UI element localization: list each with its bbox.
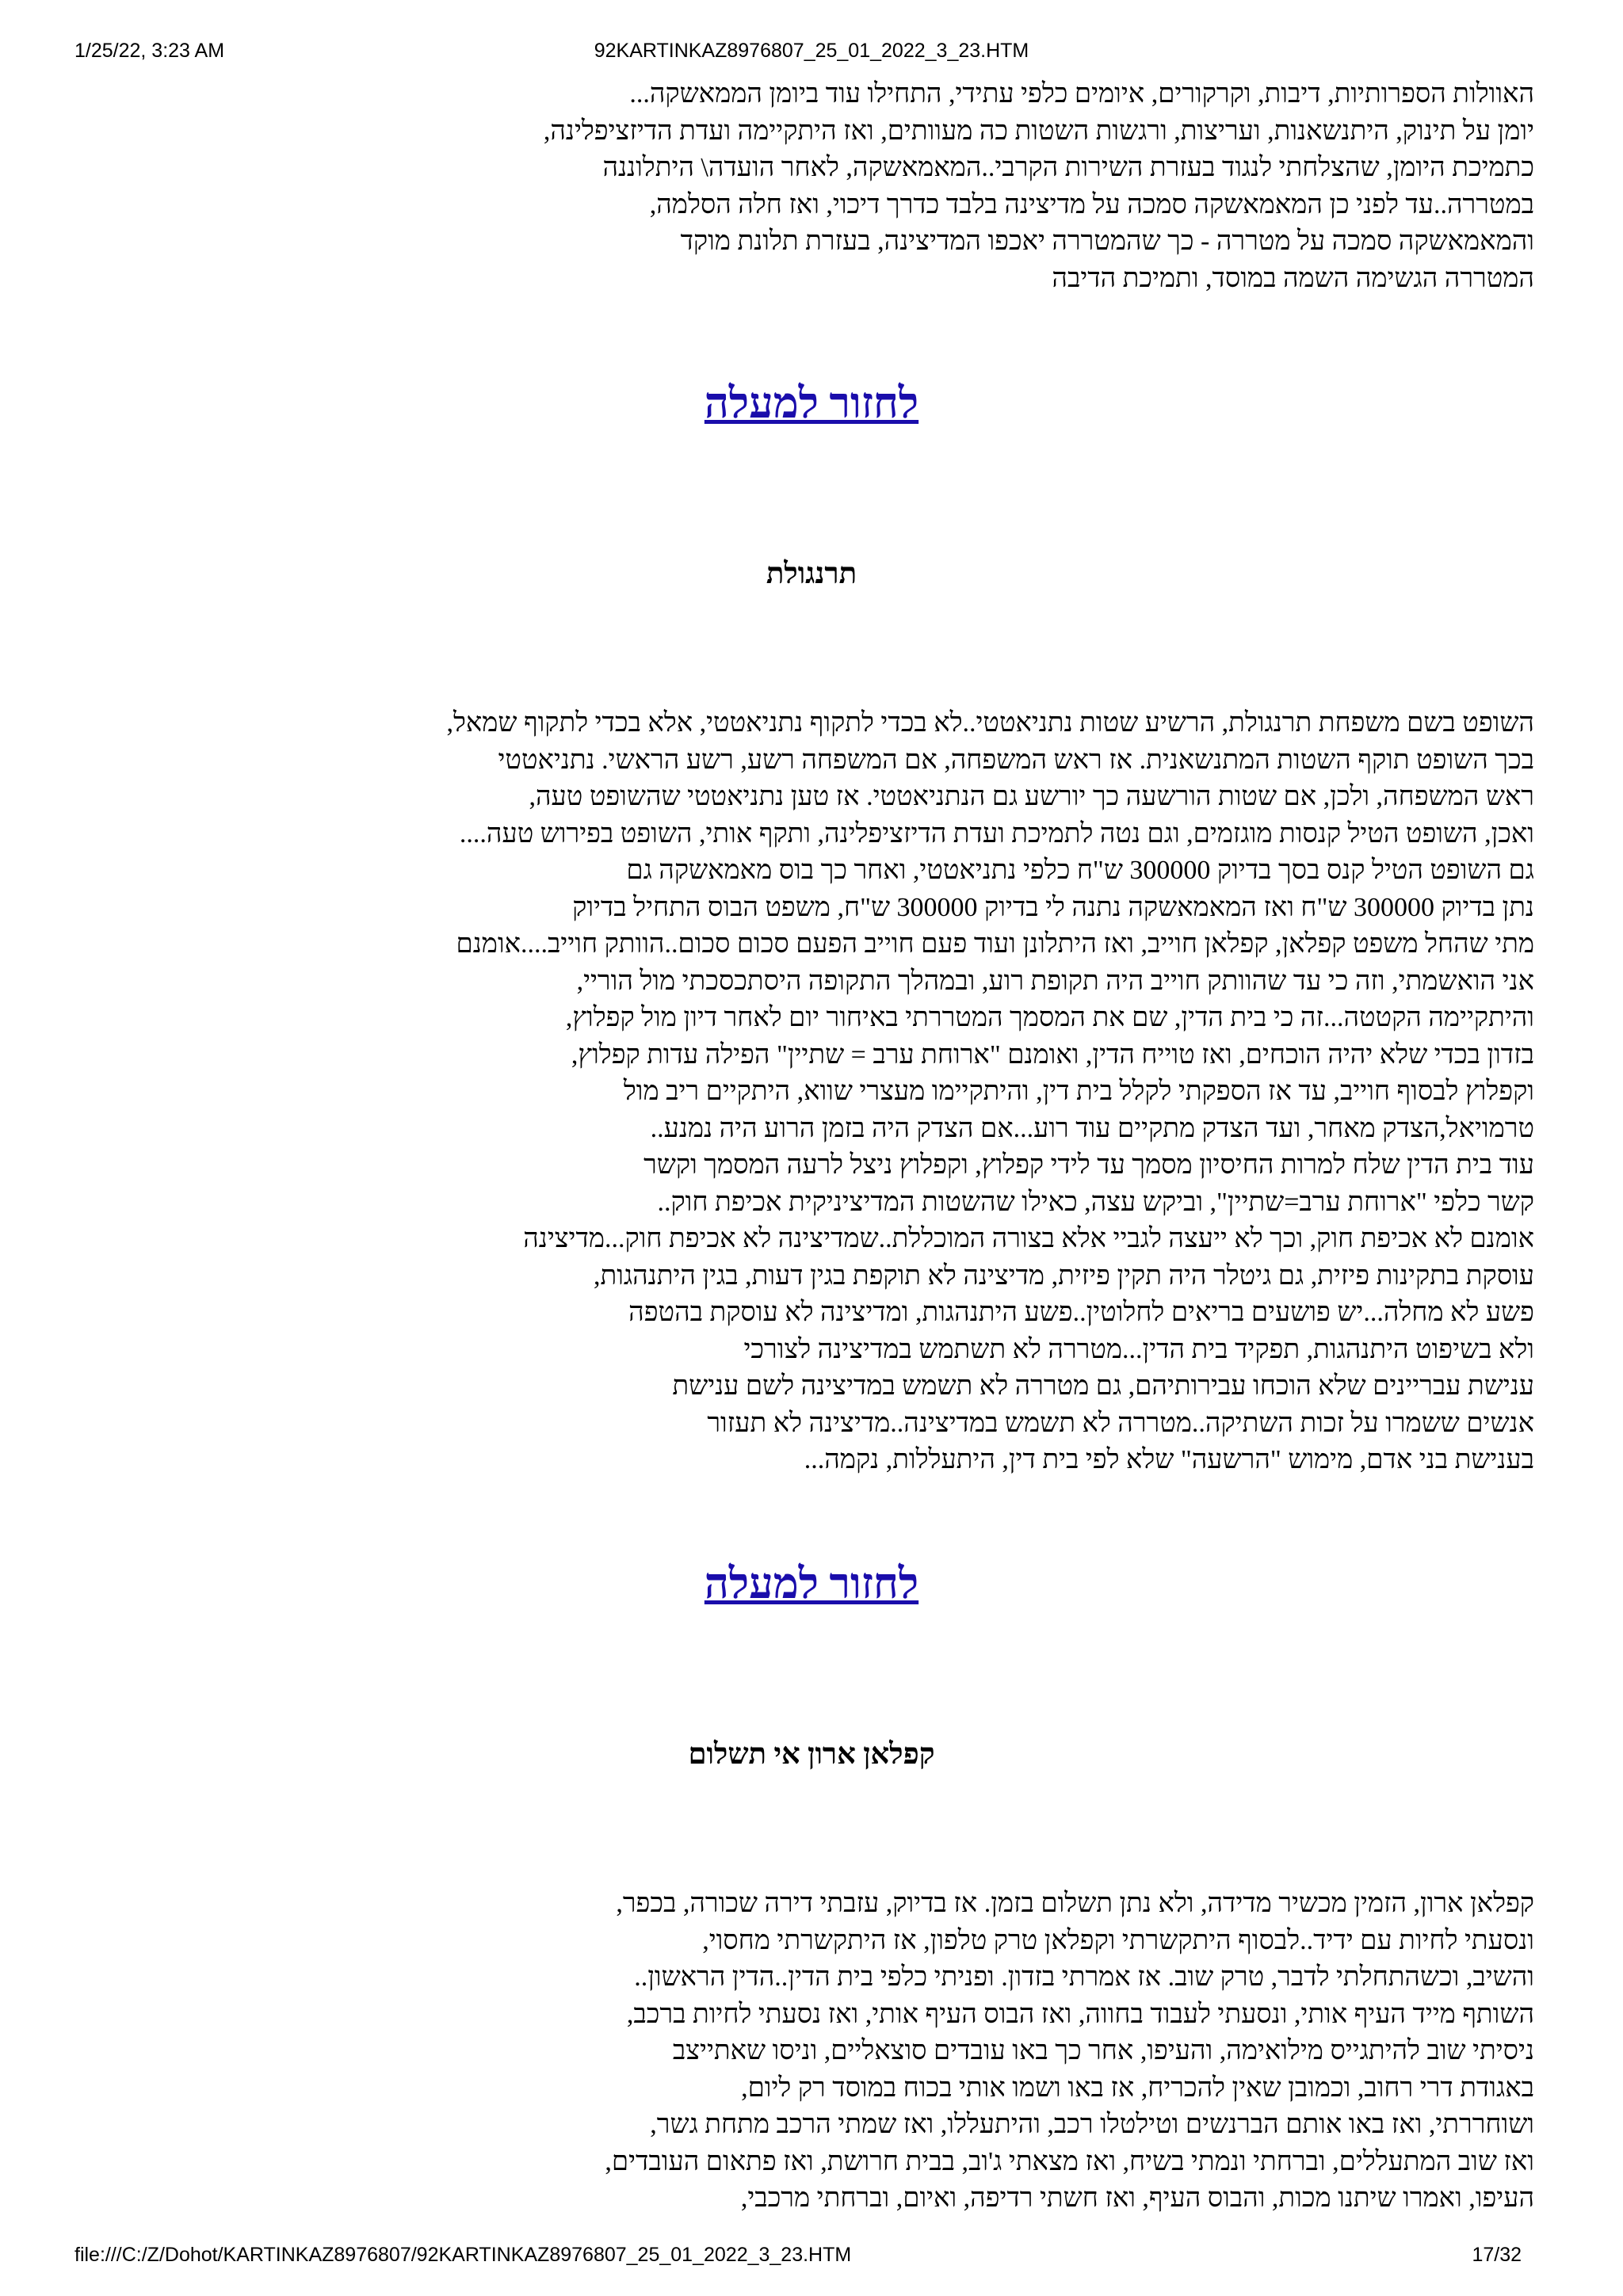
text-line: המטררה הגשימה השמה במוסד, ותמיכת הדיבה bbox=[1052, 263, 1534, 293]
text-line: ענישת עבריינים שלא הוכחו עבירותיהם, גם מטררה לא תשמש במדיצינה לשם ענישת bbox=[672, 1371, 1534, 1401]
section-heading: קפלאן ארון אי תשלום bbox=[688, 1738, 935, 1771]
print-title: 92KARTINKAZ8976807_25_01_2022_3_23.HTM bbox=[594, 40, 1029, 62]
text-line: אומנם לא אכיפת חוק, וכך לא ייעצה לגביי אלא בצורה המוכללת..שמדיצינה לא אכיפת חוק...מדיצינה bbox=[523, 1224, 1534, 1253]
section-body bbox=[171, 705, 1534, 1479]
text-line: עוסקת בתקינות פיזית, גם גיטלר היה תקין פיזית, מדיצינה לא תוקפת בגין דעות, בגין היתנהגות, bbox=[593, 1261, 1534, 1291]
print-footer bbox=[0, 2241, 1623, 2272]
text-line: ושוחררתי, ואז באו אותם הברנשים וטילטלו רכב, והיתעללו, ואז שמתי הרכב מתחת גשר, bbox=[650, 2110, 1534, 2139]
text-line: יומן על תינוק, היתנשאנות, ועריצות, ורגשות השטות כה מעוותים, ואז היתקיימה ועדת הדיזציפלינה, bbox=[543, 116, 1534, 146]
text-line: במטררה..עד לפני כן המאמאשקה סמכה על מדיצינה בלבד כדרך דיכוי, ואז חלה הסלמה, bbox=[649, 189, 1534, 219]
text-line: והשיב, וכשהתחלתי לדבר, טרק שוב. אז אמרתי בזדון. ופניתי כלפי בית הדין..הדין הראשון.. bbox=[634, 1962, 1534, 1992]
text-line: גם השופט הטיל קנס בסך בדיוק 300000 ש"ח כלפי נתניאטטי, ואחר כך בוס מאמאשקה גם bbox=[626, 856, 1534, 885]
text-line: עוד בית הדין שלח למרות החיסיון מסמך עד לידי קפלוץ, וקפלוץ ניצל לרעה המסמך וקשר bbox=[643, 1150, 1534, 1180]
section-body bbox=[346, 1886, 1534, 2218]
text-line: והמאמאשקה סמכה על מטררה - כך שהמטררה יאכפו המדיצינה, בעזרת תלונת מוקד bbox=[680, 227, 1534, 256]
intro-paragraph bbox=[306, 76, 1534, 297]
back-to-top-link[interactable]: לחזור למעלה bbox=[704, 1560, 919, 1608]
text-line: ונסעתי לחיות עם ידיד..לבסוף היתקשרתי וקפלאן טרק טלפון, אז היתקשרתי מחסוי, bbox=[702, 1925, 1534, 1955]
text-line: וקפלוץ לבסוף חוייב, עד אז הספקתי לקלל בית דין, והיתקיימו מעצרי שווא, היתקיים ריב מול bbox=[623, 1077, 1534, 1106]
text-line: פשע לא מחלה...יש פושעים בריאים לחלוטין..פשע היתנהגות, ומדיצינה לא עוסקת בהטפה bbox=[628, 1298, 1534, 1327]
text-line: נתן בדיוק 300000 ש"ח ואז המאמאשקה נתנה לי בדיוק 300000 ש"ח, משפט הבוס התחיל בדיוק bbox=[572, 892, 1534, 922]
text-line: העיפו, ואמרו שיתנו מכות, והבוס העיף, ואז חשתי רדיפה, ואיום, וברחתי מרכבי, bbox=[740, 2183, 1534, 2213]
text-line: בכך השופט תוקף השטות המתנשאנית. אז ראש המשפחה, אם המשפחה רשע, רשע הראשי. נתניאטטי bbox=[498, 745, 1534, 775]
text-line: קפלאן ארון, הזמין מכשיר מדידה, ולא נתן תשלום בזמן. אז בדיוק, עזבתי דירה שכורה, בכפר, bbox=[616, 1889, 1534, 1918]
text-line: באגודת דרי רחוב, וכמובן שאין להכריח, אז באו ושמו אותי בכוח במוסד רק ליום, bbox=[741, 2073, 1534, 2103]
back-to-top-link-container bbox=[0, 1559, 1623, 1608]
text-line: טרמויאל,הצדק מאחר, ועד הצדק מתקיים עוד רוע...אם הצדק היה בזמן הרוע היה נמנע.. bbox=[650, 1113, 1534, 1143]
section-heading: תרנגולת bbox=[766, 558, 857, 590]
text-line: אנשים ששמרו על זכות השתיקה..מטררה לא תשמש במדיצינה..מדיצינה לא תעזור bbox=[707, 1408, 1534, 1438]
text-line: בזדון בכדי שלא יהיה הוכחים, ואז טוייח הדין, ואומנם "ארוחת ערב = שתיין" הפילה עדות קפלוץ, bbox=[571, 1039, 1534, 1070]
file-path: file:///C:/Z/Dohot/KARTINKAZ8976807/92KARTINKAZ8976807_25_01_2022_3_23.HTM bbox=[74, 2244, 852, 2266]
back-to-top-link-container bbox=[0, 379, 1623, 428]
print-header bbox=[0, 33, 1623, 65]
text-line: אני הואשמתי, וזה כי עד שהוותק חוייב היה תקופת רוע, ובמהלך התקופה היסתכסכתי מול הוריי, bbox=[576, 966, 1534, 996]
text-line: ואכן, השופט הטיל קנסות מוגזמים, וגם נטה לתמיכת ועדת הדיזציפלינה, ותקף אותי, השופט בפירוש טעה.... bbox=[459, 818, 1534, 849]
text-line: ולא בשיפוט היתנהגות, תפקיד בית הדין...מטררה לא תשתמש במדיצינה לצורכי bbox=[743, 1334, 1534, 1364]
text-line: מתי שהחל משפט קפלאן, קפלאן חוייב, ואז היתלונן ועוד פעם חוייב הפעם סכום סכום..הוותק חוייב....אומנם bbox=[456, 929, 1534, 959]
text-line: ואז שוב המתעללים, וברחתי ונמתי בשיח, ואז מצאתי ג'וב, בבית חרושת, ואז פתאום העובדים, bbox=[605, 2146, 1534, 2176]
page-number: 17/32 bbox=[1472, 2244, 1522, 2266]
text-line: כתמיכת היומן, שהצלחתי לנגוד בעזרת השירות הקרבי..המאמאשקה, לאחר הועדה\ היתלוננה bbox=[602, 153, 1534, 182]
text-line: השותף מייד העיף אותי, ונסעתי לעבוד בחווה, ואז הבוס העיף אותי, ואז נסעתי לחיות ברכב, bbox=[626, 1999, 1534, 2029]
text-line: ראש המשפחה, ולכן, אם שטות הורשעה כך יורשע גם הנתניאטטי. אז טען נתניאטטי שהשופט טעה, bbox=[529, 782, 1534, 811]
print-datetime: 1/25/22, 3:23 AM bbox=[74, 40, 225, 62]
text-line: ניסיתי שוב להיתגייס מילואימה, והעיפו, אחר כך באו עובדים סוצאליים, וניסו שאתייצב bbox=[672, 2036, 1534, 2065]
text-line: קשר כלפי "ארוחת ערב=שתיין", וביקש עצה, כאילו שהשטות המדיציניקית אכיפת חוק.. bbox=[657, 1187, 1534, 1217]
text-line: בענישת בני אדם, מימוש "הרשעה" שלא לפי בית דין, היתעללות, נקמה... bbox=[804, 1445, 1534, 1474]
text-line: והיתקיימה הקטטה...זה כי בית הדין, שם את המסמך המטררתי באיחור יום לאחר דיון מול קפלוץ, bbox=[565, 1003, 1534, 1032]
back-to-top-link[interactable]: לחזור למעלה bbox=[704, 379, 919, 427]
text-line: האוולות הספרותיות, דיבות, וקרקורים, איומים כלפי עתידי, התחילו עוד ביומן הממאשקה... bbox=[629, 79, 1534, 109]
text-line: השופט בשם משפחת תרנגולת, הרשיע שטות נתניאטטי..לא בכדי לתקוף נתניאטטי, אלא בכדי לתקוף שמאל, bbox=[446, 708, 1534, 738]
